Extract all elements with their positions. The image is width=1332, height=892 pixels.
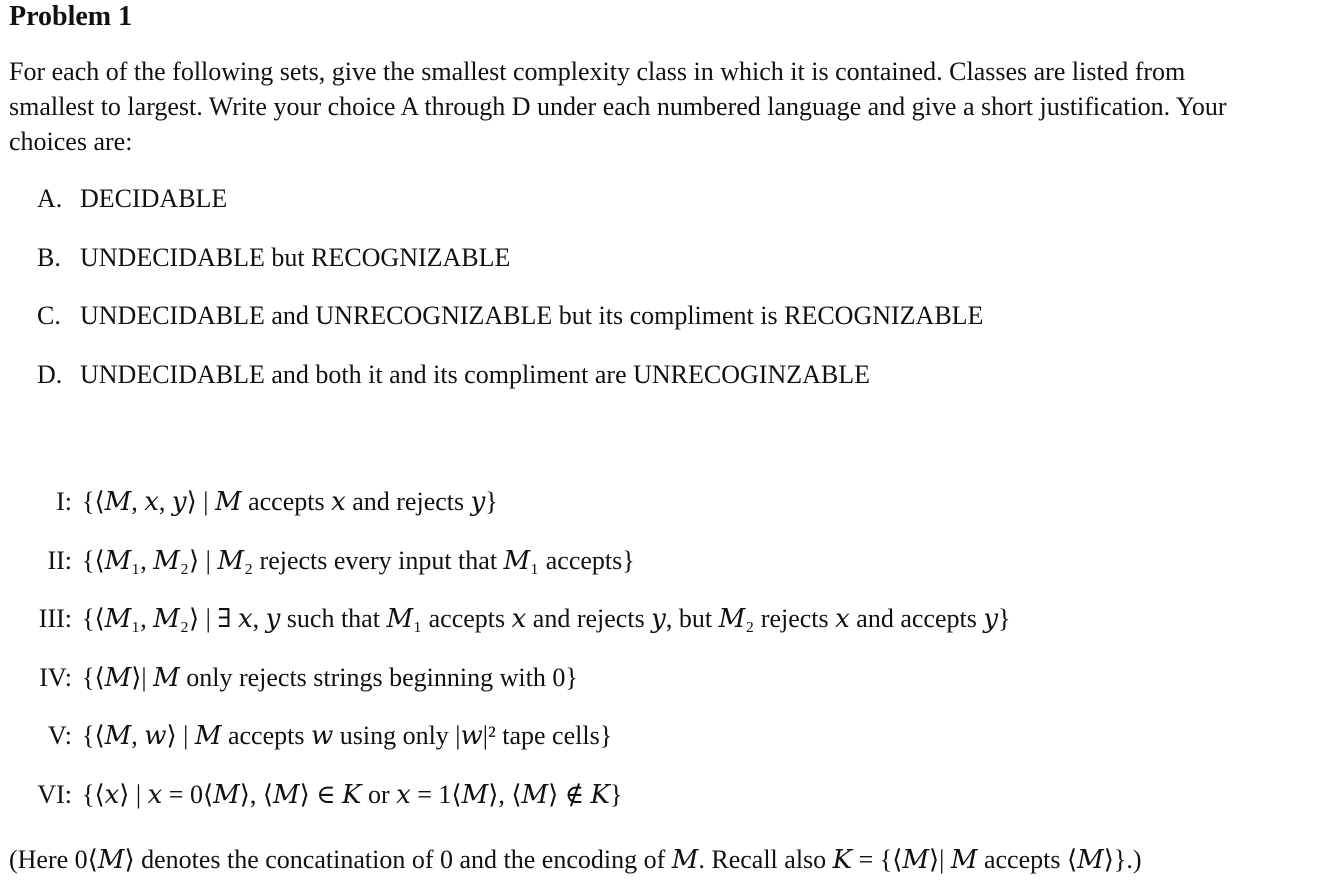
language-number: II: (47, 546, 72, 575)
footnote: (Here 0⟨𝑀⟩ denotes the concatination of 0 and the encoding of 𝑀. Recall also 𝐾 = {⟨𝑀⟩| 𝑀 accepts ⟨𝑀⟩}.) (9, 845, 1142, 874)
choice-a (37, 182, 227, 216)
language-expression: {⟨𝑀, 𝑥, 𝑦⟩ | 𝑀 accepts 𝑥 and rejects 𝑦} (82, 487, 498, 516)
language-number: V: (47, 721, 72, 750)
choice-letter: D. (37, 360, 63, 389)
language-expression: {⟨𝑀₁, 𝑀₂⟩ | ∃ 𝑥, 𝑦 such that 𝑀₁ accepts 𝑥 and rejects 𝑦, but 𝑀₂ rejects 𝑥 and accepts 𝑦} (82, 604, 1011, 633)
language-expression: {⟨𝑥⟩ | 𝑥 = 0⟨𝑀⟩, ⟨𝑀⟩ ∈ 𝐾 or 𝑥 = 1⟨𝑀⟩, ⟨𝑀⟩ ∉ 𝐾} (82, 780, 623, 809)
choice-text: UNDECIDABLE and both it and its compliment are UNRECOGINZABLE (80, 360, 870, 389)
choice-text: UNDECIDABLE and UNRECOGNIZABLE but its compliment is RECOGNIZABLE (80, 301, 984, 330)
language-vi (9, 778, 622, 812)
language-iii (9, 602, 1011, 636)
language-expression: {⟨𝑀₁, 𝑀₂⟩ | 𝑀₂ rejects every input that 𝑀₁ accepts} (82, 546, 635, 575)
language-number: I: (56, 487, 72, 516)
choice-c (37, 299, 983, 333)
language-number: VI: (37, 780, 72, 809)
language-number: III: (38, 604, 72, 633)
language-expression: {⟨𝑀⟩| 𝑀 only rejects strings beginning with 0} (82, 663, 578, 692)
language-number: IV: (39, 663, 72, 692)
choice-b (37, 241, 510, 275)
choice-letter: A. (37, 184, 63, 213)
language-iv (9, 661, 578, 695)
language-v (9, 719, 612, 753)
problem-intro: For each of the following sets, give the smallest complexity class in which it is contained. Classes are listed from smallest to largest. Write your choice A through D under each numbered language and give a short justification. Your choices are: (9, 57, 1227, 156)
language-expression: {⟨𝑀, 𝑤⟩ | 𝑀 accepts 𝑤 using only |𝑤|² tape cells} (82, 721, 613, 750)
language-ii (9, 544, 635, 578)
choice-text: UNDECIDABLE but RECOGNIZABLE (80, 243, 511, 272)
choice-letter: B. (37, 243, 61, 272)
choice-d (37, 358, 870, 392)
choice-text: DECIDABLE (80, 184, 228, 213)
language-i (9, 485, 498, 519)
choice-letter: C. (37, 301, 61, 330)
problem-title: Problem 1 (9, 1, 133, 32)
